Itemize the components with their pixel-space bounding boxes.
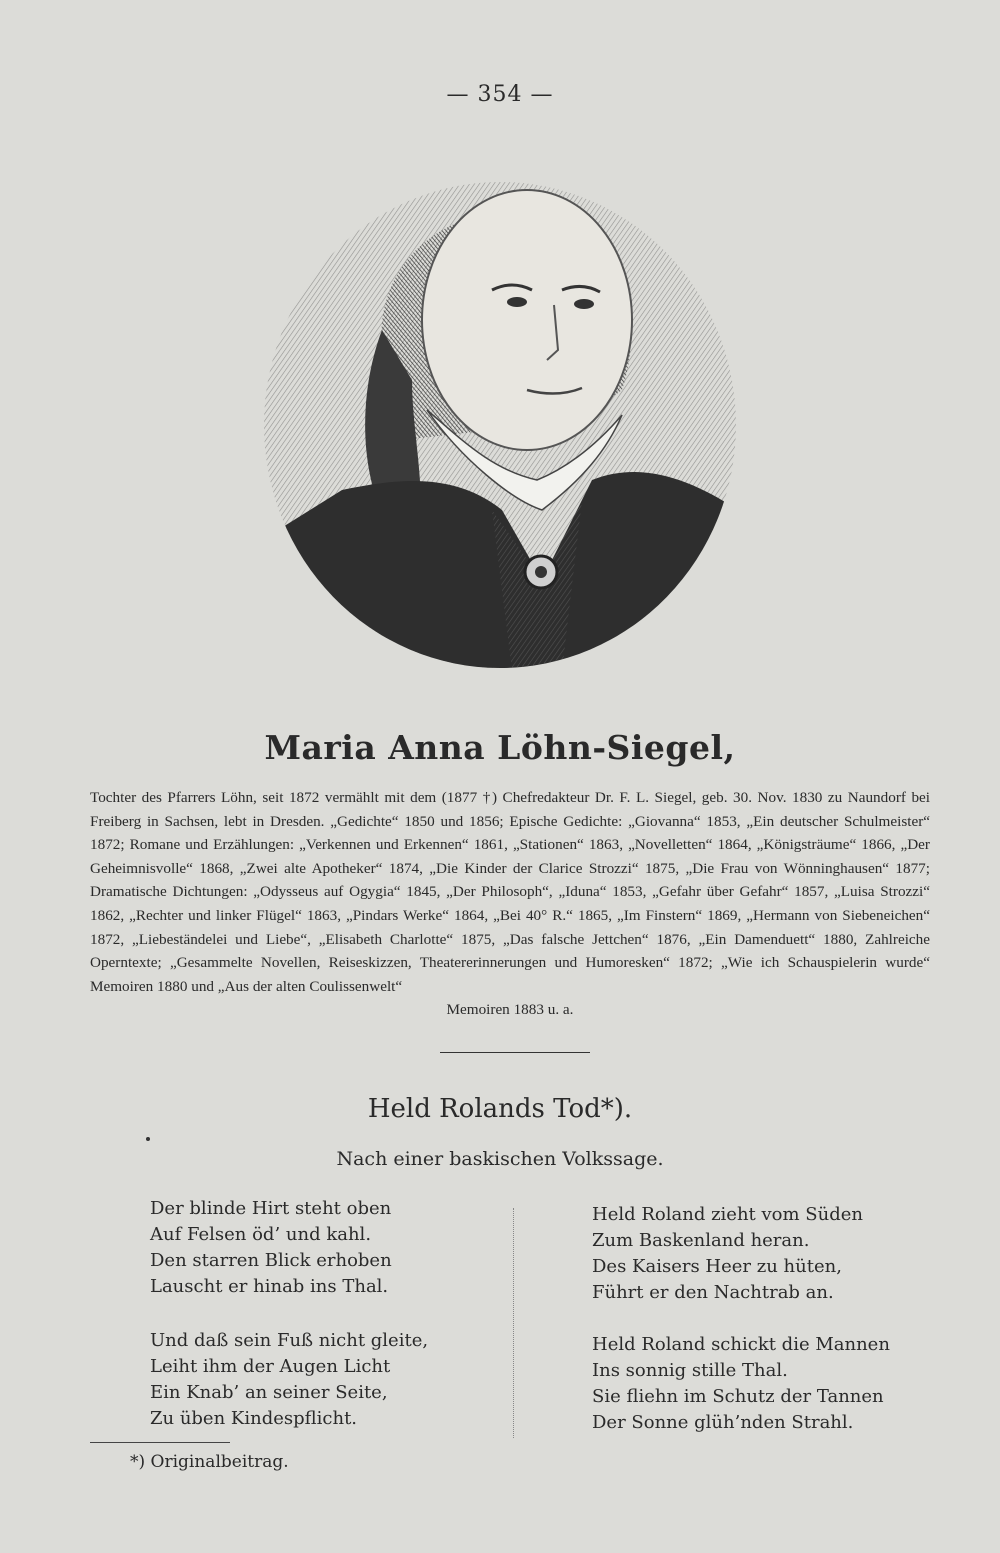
bio-text: Tochter des Pfarrers Löhn, seit 1872 vermählt mit dem (1877 †) Chefredakteur Dr. F. L. Siegel, geb. 30. Nov. 1830 zu Naundorf bei Freiberg in Sachsen, lebt in Dresden. „Gedichte“ 1850 und 1856; Epische Gedichte: „Giovanna“ 1853, „Ein deutscher Schulmeister“ 1872; Romane und Erzählungen: „Verkennen und Erkennen“ 1861, „Stationen“ 1863, „Novelletten“ 1864, „Königsträume“ 1866, „Der Geheimnisvolle“ 1868, „Zwei alte Apotheker“ 1874, „Die Kinder der Clarice Strozzi“ 1875, „Die Frau von Wönninghausen“ 1877; Dramatische Dichtungen: „Odysseus auf Ogygia“ 1845, „Der Philosoph“, „Iduna“ 1853, „Gefahr über Gefahr“ 1857, „Luisa Strozzi“ 1862, „Rechter und linker Flügel“ 1863, „Pindars Werke“ 1864, „Bei 40° R.“ 1865, „Im Finstern“ 1869, „Hermann von Siebeneichen“ 1872, „Liebeständelei und Liebe“, „Elisabeth Charlotte“ 1875, „Das falsche Jettchen“ 1876, „Ein Damenduett“ 1880, Zahlreiche Operntexte; „Gesammelte Novellen, Reiseskizzen, Theatererinnerungen und Humoresken“ 1872; „Wie ich Schauspielerin wurde“ Memoiren 1880 und „Aus der alten Coulissenwelt“ — [90, 789, 930, 995]
bio-last-line: Memoiren 1883 u. a. — [446, 1001, 574, 1019]
verse-line: Der Sonne glüh’nden Strahl. — [592, 1412, 854, 1433]
author-name: Maria Anna Löhn-Siegel, — [264, 728, 736, 767]
verse-line: Den starren Blick erhoben — [150, 1250, 392, 1271]
verse-line: Ein Knab’ an seiner Seite, — [150, 1382, 388, 1403]
poem-stanza-4 — [592, 1332, 890, 1436]
verse-line: Held Roland zieht vom Süden — [592, 1204, 863, 1225]
page-number: — 354 — — [446, 82, 554, 107]
footnote: *) Originalbeitrag. — [130, 1452, 289, 1472]
verse-line: Auf Felsen öd’ und kahl. — [150, 1224, 372, 1245]
poem-title: Held Rolands Tod*). — [367, 1094, 633, 1124]
verse-line: Lauscht er hinab ins Thal. — [150, 1276, 389, 1297]
column-divider — [513, 1208, 515, 1438]
verse-line: Held Roland schickt die Mannen — [592, 1334, 890, 1355]
verse-line: Zum Baskenland heran. — [592, 1230, 810, 1251]
poem-stanza-3 — [150, 1328, 428, 1432]
portrait-engraving — [262, 180, 738, 670]
verse-line: Führt er den Nachtrab an. — [592, 1282, 834, 1303]
verse-line: Der blinde Hirt steht oben — [150, 1198, 392, 1219]
verse-line: Ins sonnig stille Thal. — [592, 1360, 788, 1381]
verse-line: Des Kaisers Heer zu hüten, — [592, 1256, 842, 1277]
author-biography — [90, 786, 930, 1022]
poem-subtitle: Nach einer baskischen Volkssage. — [336, 1148, 664, 1170]
footnote-rule — [90, 1442, 230, 1443]
verse-line: Sie fliehn im Schutz der Tannen — [592, 1386, 884, 1407]
ink-speck — [146, 1137, 150, 1141]
poem-stanza-2 — [592, 1202, 863, 1306]
verse-line: Leiht ihm der Augen Licht — [150, 1356, 391, 1377]
verse-line: Und daß sein Fuß nicht gleite, — [150, 1330, 429, 1351]
verse-line: Zu üben Kindespflicht. — [150, 1408, 358, 1429]
section-divider — [440, 1052, 590, 1053]
poem-stanza-1 — [150, 1196, 392, 1300]
